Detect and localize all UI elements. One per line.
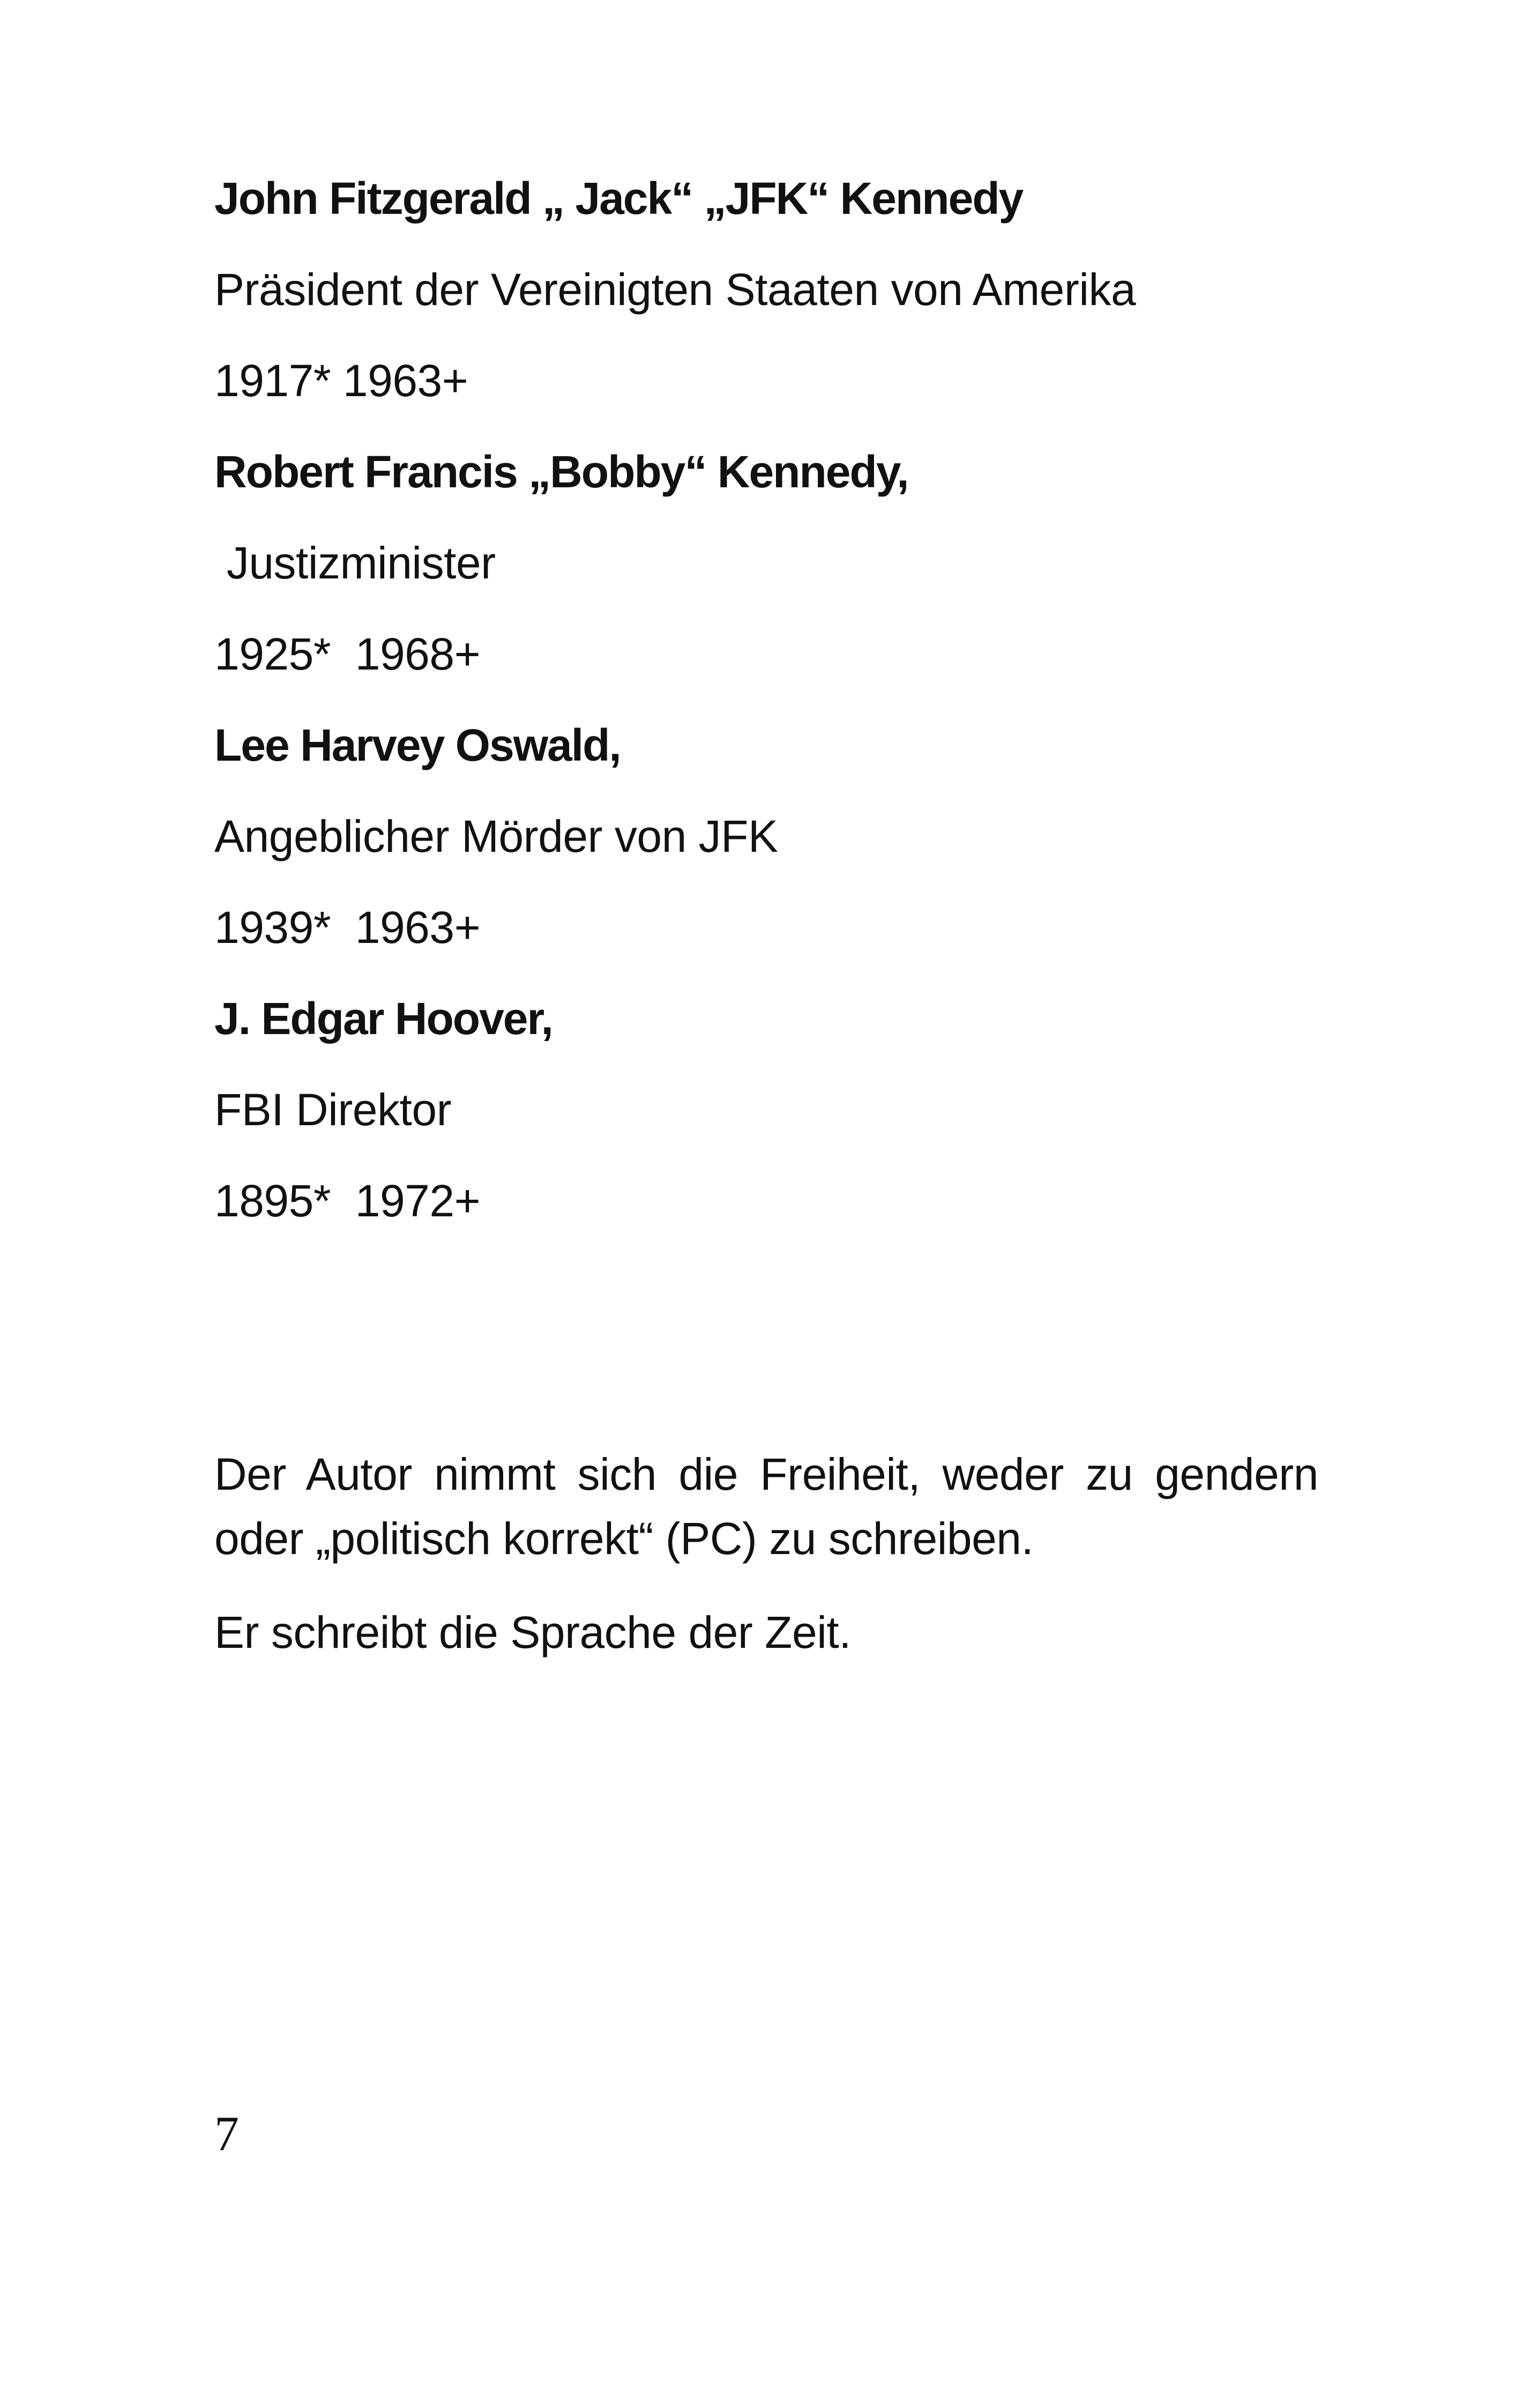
person-name-jfk: John Fitzgerald „ Jack“ „JFK“ Kennedy <box>214 173 1023 224</box>
person-role-hoover: FBI Direktor <box>214 1084 452 1135</box>
person-role-jfk: Präsident der Vereinigten Staaten von Amerika <box>214 264 1136 315</box>
person-name-robert-kennedy: Robert Francis „Bobby“ Kennedy, <box>214 447 908 497</box>
author-note-paragraph-1: Der Autor nimmt sich die Freiheit, weder zu gendern oder „politisch korrekt“ (PC) zu schreiben. <box>214 1449 1318 1564</box>
person-dates-robert-kennedy: 1925* 1968+ <box>214 629 481 679</box>
person-dates-hoover: 1895* 1972+ <box>214 1176 481 1226</box>
person-role-oswald: Angeblicher Mörder von JFK <box>214 811 778 861</box>
author-note-paragraph-2: Er schreibt die Sprache der Zeit. <box>214 1607 852 1658</box>
person-dates-oswald: 1939* 1963+ <box>214 902 481 953</box>
person-role-robert-kennedy: Justizminister <box>214 538 496 588</box>
person-name-hoover: J. Edgar Hoover, <box>214 993 553 1044</box>
person-name-oswald: Lee Harvey Oswald, <box>214 720 621 770</box>
page-number: 7 <box>214 2106 239 2161</box>
person-dates-jfk: 1917* 1963+ <box>214 355 468 406</box>
